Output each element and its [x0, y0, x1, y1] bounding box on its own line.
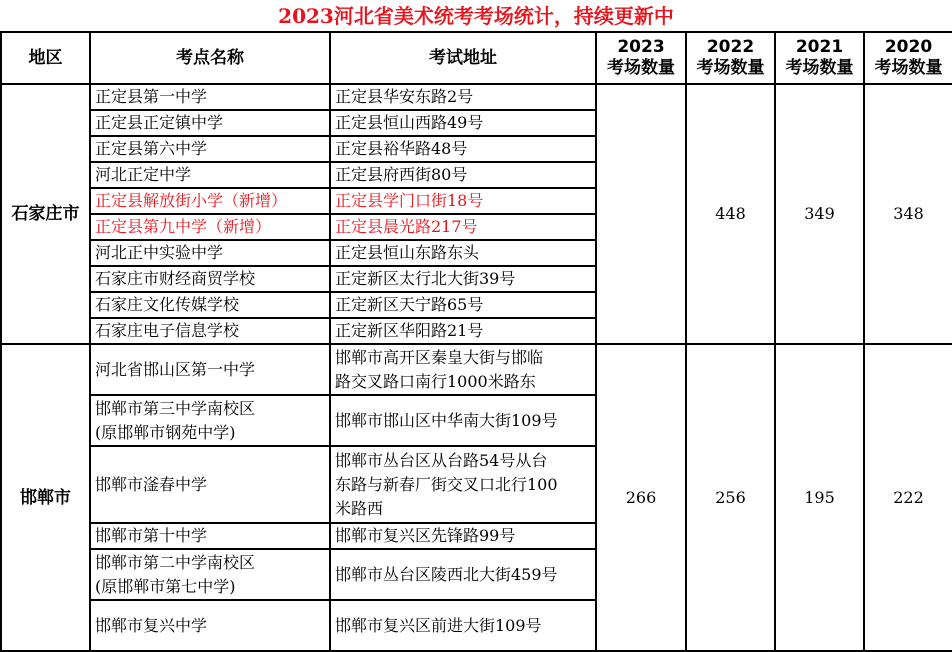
count-2023-cell: [596, 84, 686, 344]
school-cell: 正定县第六中学: [90, 136, 330, 162]
address-cell-new: 正定县学门口街18号: [330, 188, 596, 214]
address-cell-new: 正定县晨光路217号: [330, 214, 596, 240]
school-cell: 正定县第一中学: [90, 84, 330, 110]
count-2021-cell: 349: [775, 84, 864, 344]
school-cell-new: 正定县第九中学（新增）: [90, 214, 330, 240]
school-cell-new: 正定县解放街小学（新增）: [90, 188, 330, 214]
header-school: 考点名称: [90, 32, 330, 84]
address-cell: 正定新区华阳路21号: [330, 318, 596, 344]
count-2021-cell: 195: [775, 344, 864, 651]
address-cell: 邯郸市复兴区前进大街109号: [330, 600, 596, 651]
address-cell: 正定县华安东路2号: [330, 84, 596, 110]
count-2023-cell: 266: [596, 344, 686, 651]
school-cell: 河北正定中学: [90, 162, 330, 188]
region-cell: 石家庄市: [1, 84, 90, 344]
school-cell: 邯郸市第十中学: [90, 523, 330, 549]
exam-venue-table: [0, 31, 952, 652]
school-cell: 邯郸市滏春中学: [90, 446, 330, 523]
address-cell: 邯郸市高开区秦皇大街与邯临 路交叉路口南行1000米路东: [330, 344, 596, 395]
school-cell: 正定县正定镇中学: [90, 110, 330, 136]
header-2021: 2021 考场数量: [775, 32, 864, 84]
school-cell: 石家庄文化传媒学校: [90, 292, 330, 318]
school-cell: 邯郸市复兴中学: [90, 600, 330, 651]
address-cell: 正定县裕华路48号: [330, 136, 596, 162]
school-cell: 邯郸市第二中学南校区 (原邯郸市第七中学): [90, 549, 330, 600]
address-cell: 正定新区天宁路65号: [330, 292, 596, 318]
address-cell: 邯郸市邯山区中华南大街109号: [330, 395, 596, 446]
table-row: [1, 344, 952, 395]
address-cell: 正定县恒山西路49号: [330, 110, 596, 136]
count-2022-cell: 448: [686, 84, 775, 344]
table-row: [1, 84, 952, 110]
address-cell: 正定县恒山东路东头: [330, 240, 596, 266]
count-2020-cell: 348: [864, 84, 952, 344]
page-title: 2023河北省美术统考考场统计，持续更新中: [278, 4, 674, 28]
header-2023: 2023 考场数量: [596, 32, 686, 84]
header-region: 地区: [1, 32, 90, 84]
region-cell: 邯郸市: [1, 344, 90, 651]
header-address: 考试地址: [330, 32, 596, 84]
school-cell: 邯郸市第三中学南校区 (原邯郸市钢苑中学): [90, 395, 330, 446]
address-cell: 正定县府西街80号: [330, 162, 596, 188]
school-cell: 石家庄电子信息学校: [90, 318, 330, 344]
school-cell: 河北正中实验中学: [90, 240, 330, 266]
school-cell: 石家庄市财经商贸学校: [90, 266, 330, 292]
address-cell: 邯郸市丛台区从台路54号从台 东路与新春厂街交叉口北行100 米路西: [330, 446, 596, 523]
header-2022: 2022 考场数量: [686, 32, 775, 84]
header-row: [1, 32, 952, 84]
address-cell: 正定新区太行北大街39号: [330, 266, 596, 292]
count-2022-cell: 256: [686, 344, 775, 651]
header-2020: 2020 考场数量: [864, 32, 952, 84]
address-cell: 邯郸市丛台区陵西北大街459号: [330, 549, 596, 600]
count-2020-cell: 222: [864, 344, 952, 651]
school-cell: 河北省邯山区第一中学: [90, 344, 330, 395]
address-cell: 邯郸市复兴区先锋路99号: [330, 523, 596, 549]
